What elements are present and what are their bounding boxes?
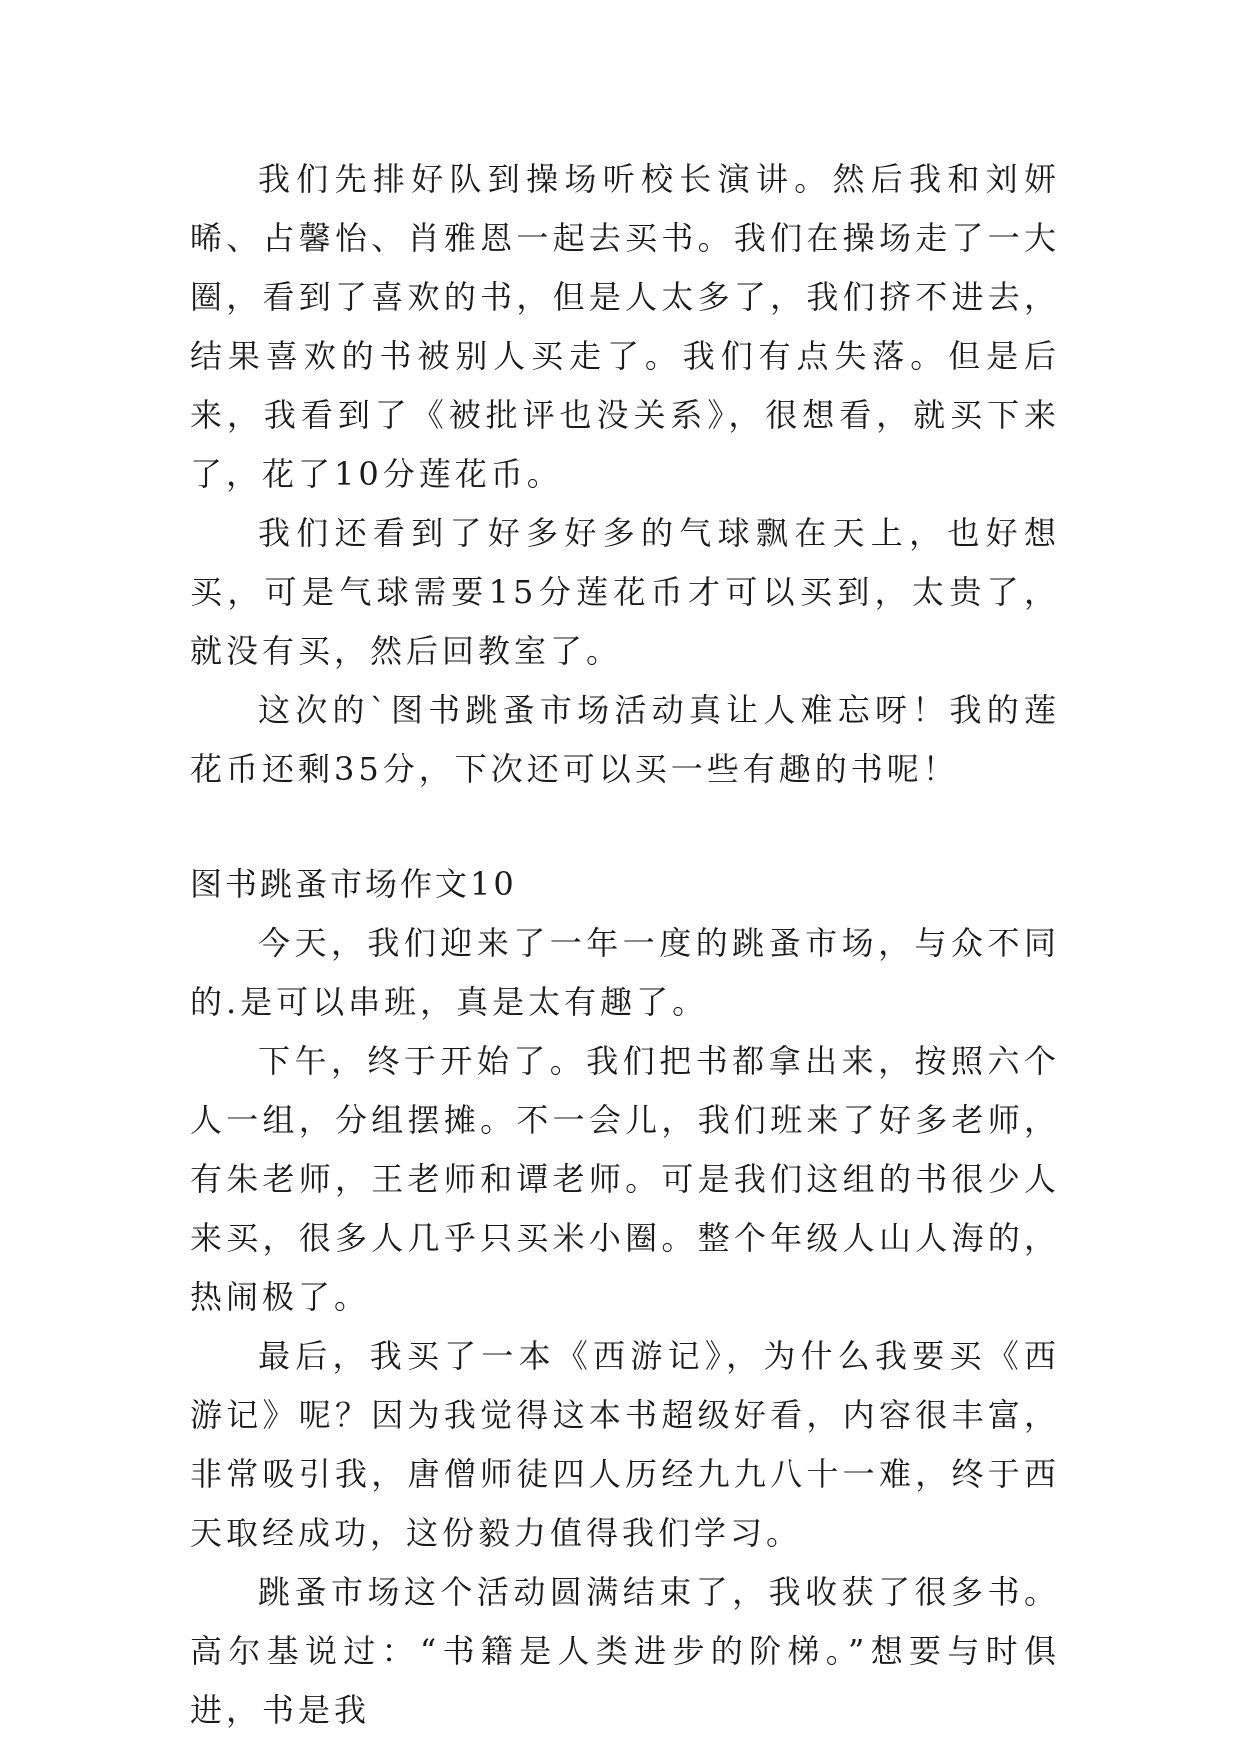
section-heading: 图书跳蚤市场作文10 [190, 865, 517, 903]
paragraph: 跳蚤市场这个活动圆满结束了，我收获了很多书。高尔基说过：“书籍是人类进步的阶梯。”想要与时俱进，书是我 [190, 1573, 1060, 1729]
paragraph: 我们还看到了好多好多的气球飘在天上，也好想买，可是气球需要15分莲花币才可以买到，太贵了，就没有买，然后回教室了。 [190, 514, 1060, 670]
paragraph: 我们先排好队到操场听校长演讲。然后我和刘妍晞、占馨怡、肖雅恩一起去买书。我们在操场走了一大圈，看到了喜欢的书，但是人太多了，我们挤不进去，结果喜欢的书被别人买走了。我们有点失落。但是后来，我看到了《被批评也没关系》，很想看，就买下来了，花了10分莲花币。 [190, 160, 1060, 493]
paragraph: 今天，我们迎来了一年一度的跳蚤市场，与众不同的.是可以串班，真是太有趣了。 [190, 924, 1060, 1021]
paragraph: 下午，终于开始了。我们把书都拿出来，按照六个人一组，分组摆摊。不一会儿，我们班来了好多老师，有朱老师，王老师和谭老师。可是我们这组的书很少人来买，很多人几乎只买米小圈。整个年级人山人海的，热闹极了。 [190, 1042, 1060, 1316]
paragraph: 最后，我买了一本《西游记》，为什么我要买《西游记》呢？因为我觉得这本书超级好看，内容很丰富，非常吸引我，唐僧师徒四人历经九九八十一难，终于西天取经成功，这份毅力值得我们学习。 [190, 1337, 1060, 1552]
paragraph: 这次的`图书跳蚤市场活动真让人难忘呀！我的莲花币还剩35分，下次还可以买一些有趣的书呢！ [190, 691, 1060, 788]
document-page [190, 150, 1060, 1740]
